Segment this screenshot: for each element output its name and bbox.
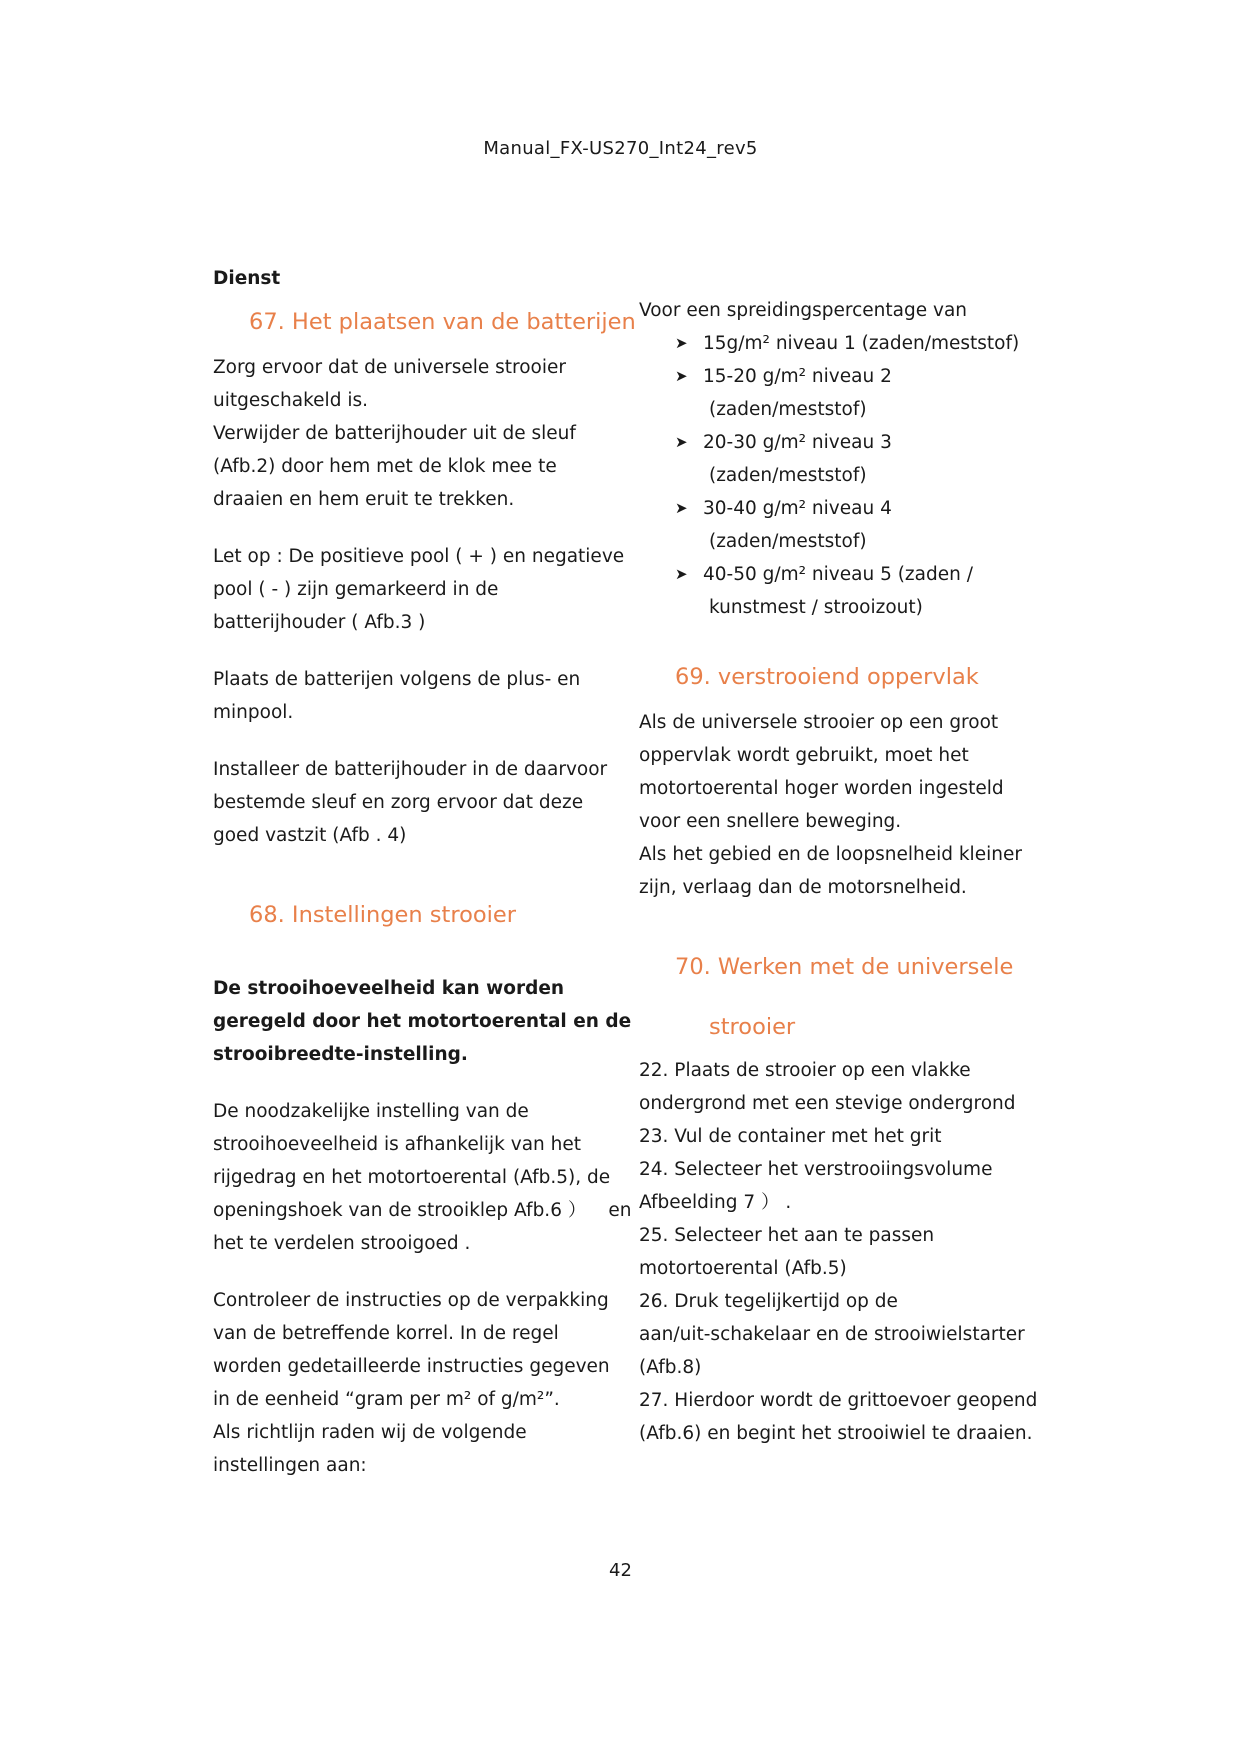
heading-70-continued: strooier (709, 1014, 796, 1040)
arrow-bullet-icon: ➤ (675, 565, 688, 583)
text-line: kunstmest / strooizout) (709, 597, 923, 618)
text-line: De strooihoeveelheid kan worden (213, 978, 565, 999)
text-line: worden gedetailleerde instructies gegeven (213, 1356, 610, 1377)
text-line: oppervlak wordt gebruikt, moet het (639, 745, 969, 766)
paragraph-battery-instructions (213, 351, 623, 516)
heading-67: 67. Het plaatsen van de batterijen (249, 309, 636, 335)
list-item (639, 360, 1039, 426)
text-line: in de eenheid “gram per m² of g/m²”. (213, 1389, 560, 1410)
document-header: Manual_FX-US270_Int24_rev5 (483, 138, 758, 159)
text-line: Plaats de batterijen volgens de plus- en (213, 669, 581, 690)
text-line: voor een snellere beweging. (639, 811, 902, 832)
text-line: Controleer de instructies op de verpakking (213, 1290, 609, 1311)
text-line: Installeer de batterijhouder in de daarvoor (213, 759, 608, 780)
paragraph-required-setting (213, 1095, 632, 1260)
text-line: 26. Druk tegelijkertijd op de (639, 1291, 898, 1312)
text-line: Afbeelding 7 ） . (639, 1192, 792, 1213)
text-line (213, 1194, 632, 1227)
paragraph-install-holder (213, 753, 623, 852)
text-line: aan/uit-schakelaar en de strooiwielstarter (639, 1324, 1025, 1345)
paragraph-polarity-note (213, 540, 623, 639)
rate-list (639, 327, 1039, 624)
text-line: (zaden/meststof) (709, 465, 867, 486)
text-line: 20-30 g/m² niveau 3 (703, 432, 892, 453)
text-fragment: openingshoek van de strooiklep Afb.6 ） (213, 1200, 587, 1221)
text-line: rijgedrag en het motortoerental (Afb.5), de (213, 1167, 611, 1188)
text-line: 22. Plaats de strooier op een vlakke (639, 1060, 971, 1081)
text-line: uitgeschakeld is. (213, 390, 368, 411)
text-line: Let op : De positieve pool ( + ) en negatieve (213, 546, 625, 567)
text-line: 27. Hierdoor wordt de grittoevoer geopend (639, 1390, 1038, 1411)
text-line: (Afb.2) door hem met de klok mee te (213, 456, 557, 477)
text-line: goed vastzit (Afb . 4) (213, 825, 407, 846)
paragraph-check-instructions (213, 1284, 623, 1482)
text-line: Als richtlijn raden wij de volgende (213, 1422, 527, 1443)
text-line: De noodzakelijke instelling van de (213, 1101, 529, 1122)
text-line: Verwijder de batterijhouder uit de sleuf (213, 423, 576, 444)
heading-70: 70. Werken met de universele (675, 954, 1014, 980)
heading-68: 68. Instellingen strooier (249, 902, 516, 928)
page-number: 42 (609, 1560, 632, 1581)
paragraph-bold-intro (213, 972, 632, 1071)
text-line: (Afb.6) en begint het strooiwiel te draaien. (639, 1423, 1033, 1444)
heading-69: 69. verstrooiend oppervlak (675, 664, 979, 690)
arrow-bullet-icon: ➤ (675, 367, 688, 385)
text-line: geregeld door het motortoerental en de (213, 1011, 632, 1032)
text-line: draaien en hem eruit te trekken. (213, 489, 515, 510)
list-item (639, 327, 1039, 360)
text-line: 15g/m² niveau 1 (zaden/meststof) (703, 333, 1020, 354)
text-line: batterijhouder ( Afb.3 ) (213, 612, 426, 633)
right-column (639, 294, 1039, 1450)
text-line: het te verdelen strooigoed . (213, 1233, 471, 1254)
arrow-bullet-icon: ➤ (675, 433, 688, 451)
text-line: 25. Selecteer het aan te passen (639, 1225, 935, 1246)
text-line: motortoerental hoger worden ingesteld (639, 778, 1004, 799)
text-line: strooibreedte-instelling. (213, 1044, 468, 1065)
text-line: instellingen aan: (213, 1455, 367, 1476)
text-line: pool ( - ) zijn gemarkeerd in de (213, 579, 499, 600)
text-line: bestemde sleuf en zorg ervoor dat deze (213, 792, 584, 813)
list-item (639, 558, 1039, 624)
text-line: 30-40 g/m² niveau 4 (703, 498, 892, 519)
text-line: minpool. (213, 702, 294, 723)
rate-intro: Voor een spreidingspercentage van (639, 300, 968, 321)
paragraph-surface (639, 706, 1039, 904)
list-item (639, 426, 1039, 492)
text-line: (zaden/meststof) (709, 531, 867, 552)
text-line: 15-20 g/m² niveau 2 (703, 366, 892, 387)
text-line: strooihoeveelheid is afhankelijk van het (213, 1134, 582, 1155)
steps-list (639, 1054, 1039, 1450)
text-line: van de betreffende korrel. In de regel (213, 1323, 559, 1344)
text-line: ondergrond met een stevige ondergrond (639, 1093, 1016, 1114)
section-label: Dienst (213, 268, 281, 289)
text-line: motortoerental (Afb.5) (639, 1258, 847, 1279)
text-line: (Afb.8) (639, 1357, 702, 1378)
arrow-bullet-icon: ➤ (675, 334, 688, 352)
text-line: 40-50 g/m² niveau 5 (zaden / (703, 564, 973, 585)
text-line: Als de universele strooier op een groot (639, 712, 999, 733)
text-line: 23. Vul de container met het grit (639, 1126, 942, 1147)
arrow-bullet-icon: ➤ (675, 499, 688, 517)
text-fragment-en: en (608, 1200, 632, 1221)
text-line: Als het gebied en de loopsnelheid kleiner (639, 844, 1022, 865)
left-column (213, 262, 636, 1482)
list-item (639, 492, 1039, 558)
paragraph-place-batteries (213, 663, 623, 729)
text-line: (zaden/meststof) (709, 399, 867, 420)
text-line: 24. Selecteer het verstrooiingsvolume (639, 1159, 993, 1180)
text-line: Zorg ervoor dat de universele strooier (213, 357, 566, 378)
text-line: zijn, verlaag dan de motorsnelheid. (639, 877, 967, 898)
